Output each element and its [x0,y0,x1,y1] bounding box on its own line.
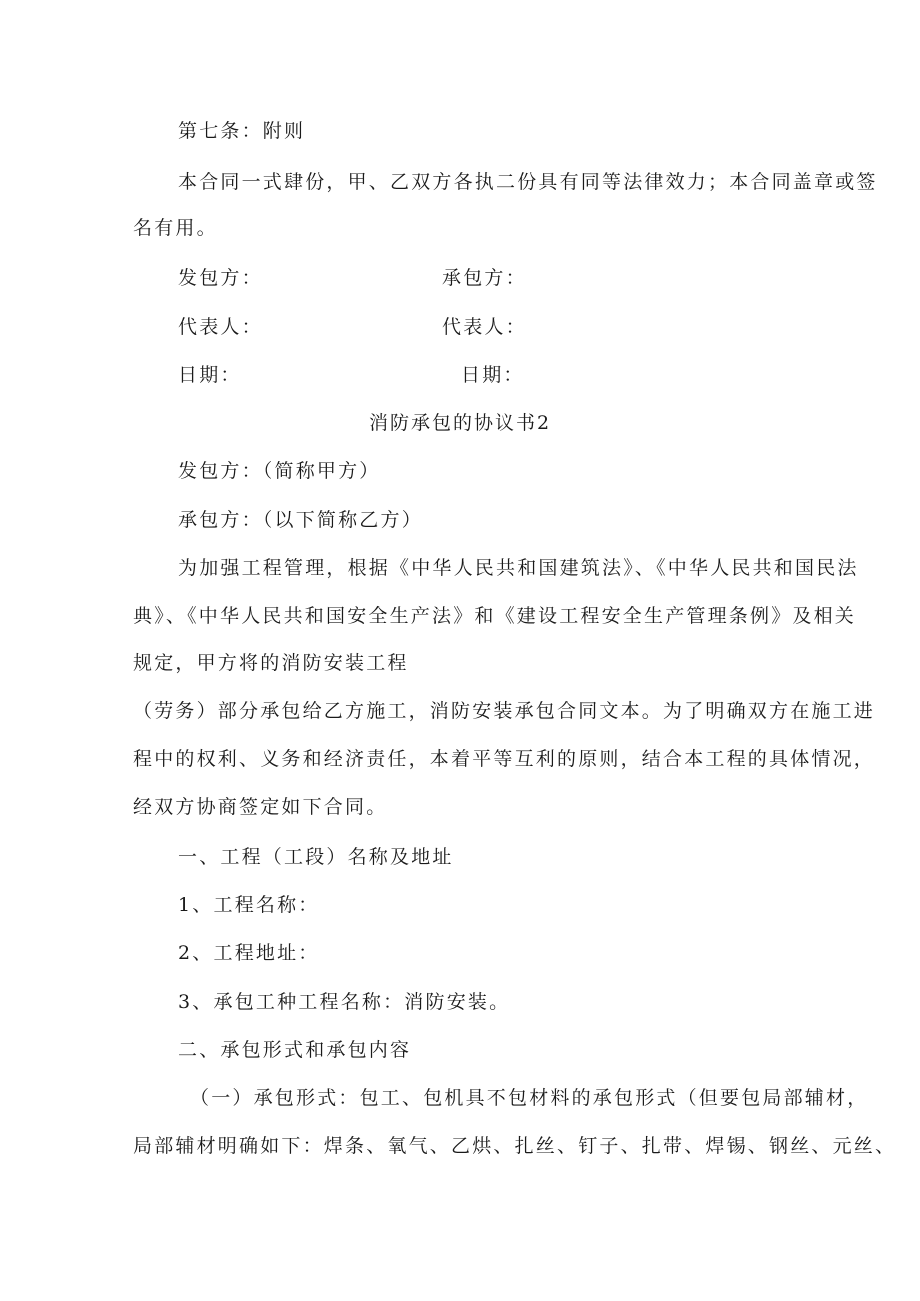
section-2-paragraph-line-2: 局部辅材明确如下：焊条、氧气、乙烘、扎丝、钉子、扎带、焊锡、钢丝、元丝、 [133,1135,897,1157]
intro-line-1: 为加强工程管理，根据《中华人民共和国建筑法》、《中华人民共和国民法 [178,557,859,579]
issuer-signature-label: 发包方： [178,267,263,289]
section-2-heading: 二、承包形式和承包内容 [178,1039,412,1061]
issuer-party-line: 发包方：（简称甲方） [178,460,381,482]
article-7-paragraph-line-2: 名有用。 [133,217,218,239]
contractor-party-line: 承包方：（以下简称乙方） [178,509,423,531]
section-1-item-2: 2、工程地址： [178,942,320,964]
section-1-item-1: 1、工程名称： [178,894,320,916]
intro-line-6: 经双方协商签定如下合同。 [133,796,388,818]
intro-line-3: 规定，甲方将的消防安装工程 [133,652,409,674]
agreement-title: 消防承包的协议书2 [368,412,552,434]
section-1-item-3: 3、承包工种工程名称：消防安装。 [178,991,511,1013]
intro-line-2: 典》、《中华人民共和国安全生产法》和《建设工程安全生产管理条例》及相关 [133,605,857,627]
article-7-paragraph-line-1: 本合同一式肆份，甲、乙双方各执二份具有同等法律效力；本合同盖章或签 [178,171,878,193]
contractor-signature-label: 承包方： [442,267,527,289]
issuer-representative-label: 代表人： [178,316,263,338]
article-7-heading: 第七条：附则 [178,120,306,142]
intro-line-5: 程中的权利、义务和经济责任，本着平等互利的原则，结合本工程的具体情况， [133,748,876,770]
section-1-heading: 一、工程（工段）名称及地址 [178,846,454,868]
contractor-date-label: 日期： [461,364,525,386]
contractor-representative-label: 代表人： [442,316,527,338]
intro-line-4: （劳务）部分承包给乙方施工，消防安装承包合同文本。为了明确双方在施工进 [133,700,876,722]
issuer-date-label: 日期： [178,364,242,386]
section-2-paragraph-line-1: （一）承包形式：包工、包机具不包材料的承包形式（但要包局部辅材， [190,1087,869,1109]
